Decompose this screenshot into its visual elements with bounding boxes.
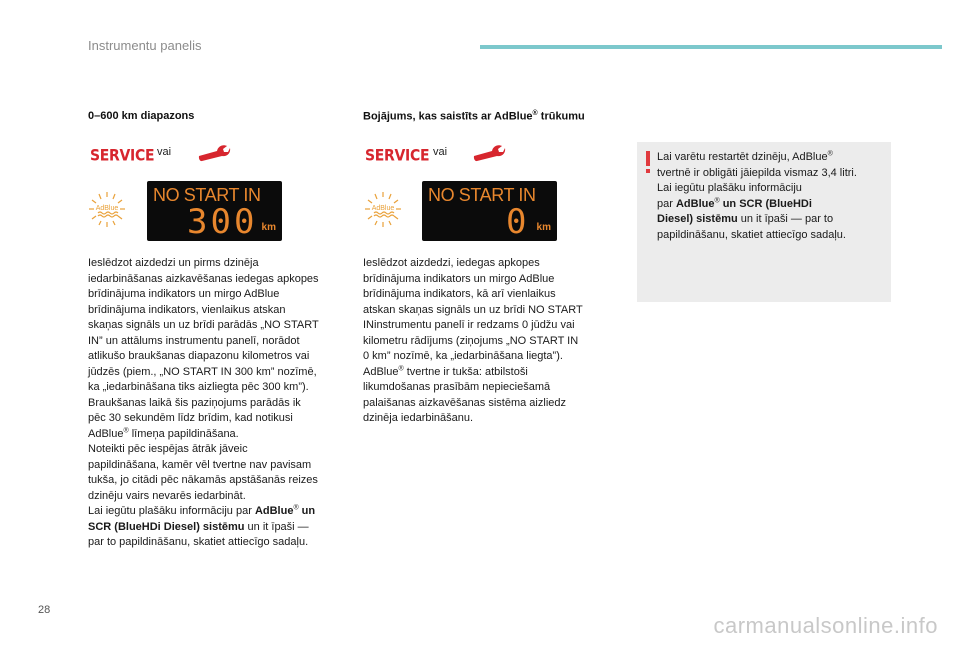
left-heading: 0–600 km diapazons xyxy=(88,110,195,122)
adblue-icon-label: AdBlue xyxy=(95,205,119,212)
left-body-text: Ieslēdzot aizdedzi un pirms dzinēja iedarbināšanas aizkavēšanas iedegas apkopes brīdinājuma indikators un mirgo AdBlue brīdinājuma indikators, vienlaikus atskan skaņas signāls un uz brīdi parādās „NO START IN” un attālums instrumentu panelī, norādot atlikušo braukšanas diapazonu kilometros vai jūdzēs (piem., „NO START IN 300 km” nozīmē, ka „iedarbināšana tiks aizliegta pēc 300 km”). Braukšanas laikā šis paziņojums parādās ik pēc 30 sekundēm līdz brīdim, kad notikusi AdBlue® līmeņa papildināšana. Noteikti pēc iespējas ātrāk jāveic papildināšana, kamēr vēl tvertne nav pavisam tukša, jo citādi pēc nākamās apstāšanās reizes dzinēju vairs nevarēs iedarbināt. Lai iegūtu plašāku informāciju par AdBlue® un SCR (BlueHDi Diesel) sistēmu un it īpaši — par to papildināšanu, skatiet attiecīgo sadaļu. xyxy=(88,257,319,548)
adblue-warning-icon xyxy=(88,191,126,231)
warning-exclamation-dot xyxy=(646,169,650,173)
middle-body-text: Ieslēdzot aizdedzi, iedegas apkopes brīdinājuma indikators un mirgo AdBlue brīdinājuma indikators, kā arī vienlaikus atskan skaņas signāls un uz brīdi NO START INinstrumentu panelī ir redzams 0 jūdžu vai kilometru rādījums (ziņojums „NO START IN 0 km” nozīmē, ka „iedarbināšana liegta”). AdBlue® tvertne ir tukša: atbilstoši likumdošanas prasībām nepieciešamā palaišanas aizkavēšanas sistēma aizliedz dzinēja iedarbināšanu. xyxy=(363,257,583,424)
section-title: Instrumentu panelis xyxy=(88,38,202,53)
watermark: carmanualsonline.info xyxy=(713,613,938,638)
adblue-warning-icon xyxy=(364,191,402,231)
service-warning-label: SERVICE xyxy=(90,146,155,166)
service-warning-label-2: SERVICE xyxy=(365,146,430,166)
page-number: 28 xyxy=(38,604,51,616)
warning-note-box xyxy=(637,142,891,302)
warning-exclamation-icon xyxy=(646,151,650,166)
or-label-2: vai xyxy=(433,146,448,158)
display-unit: km xyxy=(261,222,276,233)
display-title: NO START IN xyxy=(153,185,261,205)
wrench-icon xyxy=(197,142,231,164)
wrench-icon xyxy=(472,142,506,164)
display-title: NO START IN xyxy=(428,185,536,205)
no-start-display xyxy=(147,181,282,241)
display-distance: 300 xyxy=(187,202,258,242)
no-start-display-zero xyxy=(422,181,557,241)
note-text: Lai varētu restartēt dzinēju, AdBlue® tvertnē ir obligāti jāiepilda vismaz 3,4 litri. Lai iegūtu plašāku informāciju par AdBlue® un SCR (BlueHDi Diesel) sistēmu un it īpaši — par to papildināšanu, skatiet attiecīgo sadaļu. xyxy=(657,150,857,241)
or-label: vai xyxy=(157,146,172,158)
adblue-icon-label: AdBlue xyxy=(371,205,395,212)
middle-heading: Bojājums, kas saistīts ar AdBlue® trūkumu xyxy=(363,110,585,123)
header-accent-line xyxy=(480,45,942,49)
display-distance: 0 xyxy=(506,202,530,242)
display-unit: km xyxy=(536,222,551,233)
